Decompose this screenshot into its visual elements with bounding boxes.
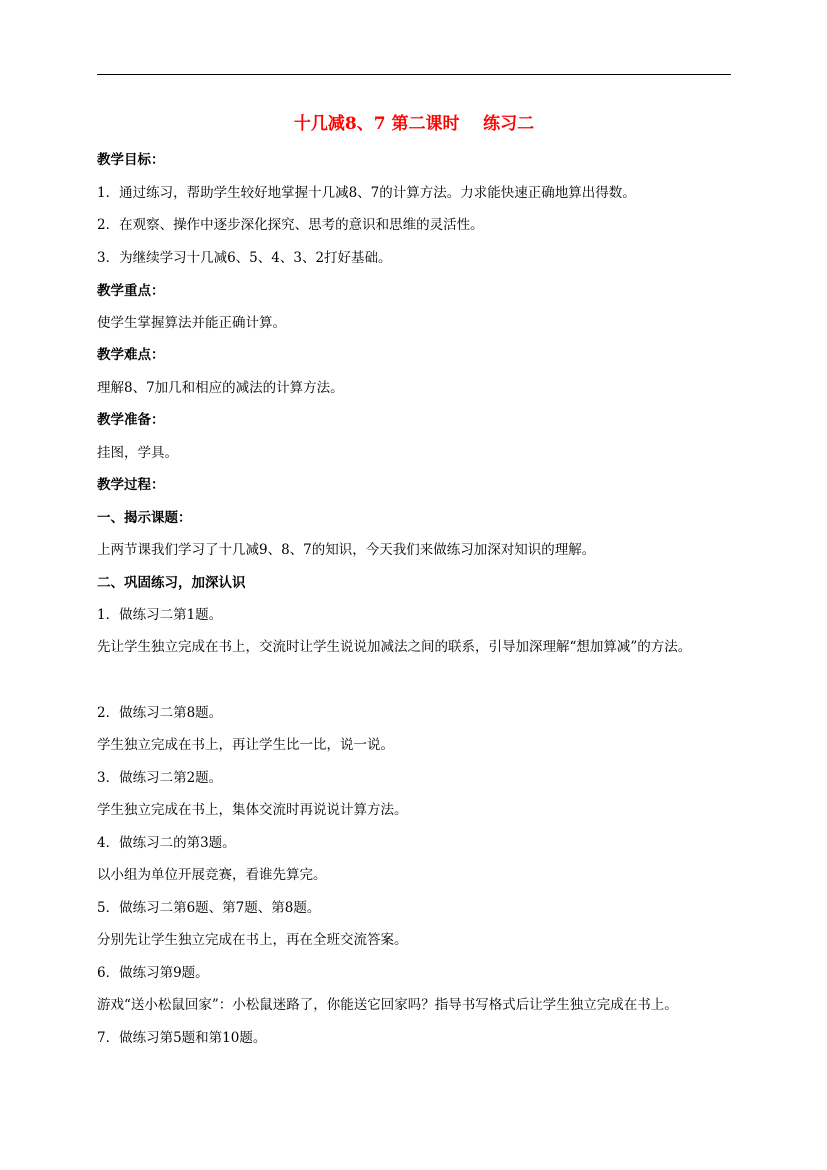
list-item-exercise-3: 3．做练习二第2题。 bbox=[97, 770, 223, 786]
section-heading-difficulties: 教学难点： bbox=[97, 347, 165, 363]
paragraph-exercise-3: 学生独立完成在书上，集体交流时再说说计算方法。 bbox=[97, 802, 408, 818]
section-heading-preparation: 教学准备： bbox=[97, 412, 165, 428]
paragraph-difficulties: 理解8、7加几和相应的减法的计算方法。 bbox=[97, 380, 344, 396]
subsection-heading-1: 一、揭示课题： bbox=[97, 510, 192, 526]
subsection-heading-2: 二、巩固练习，加深认识 bbox=[97, 575, 246, 591]
paragraph-intro: 上两节课我们学习了十几减9、8、7的知识，今天我们来做练习加深对知识的理解。 bbox=[97, 542, 596, 558]
paragraph-exercise-5: 分别先让学生独立完成在书上，再在全班交流答案。 bbox=[97, 932, 408, 948]
paragraph-exercise-2: 学生独立完成在书上，再让学生比一比，说一说。 bbox=[97, 737, 394, 753]
list-item-exercise-6: 6．做练习第9题。 bbox=[97, 965, 209, 981]
document-title: 十几减8、7 第二课时 练习二 bbox=[293, 114, 535, 134]
list-item-exercise-4: 4．做练习二的第3题。 bbox=[97, 835, 236, 851]
list-item-exercise-2: 2．做练习二第8题。 bbox=[97, 705, 223, 721]
paragraph-exercise-4: 以小组为单位开展竞赛，看谁先算完。 bbox=[97, 867, 327, 883]
header-rule bbox=[97, 74, 731, 75]
section-heading-objectives: 教学目标： bbox=[97, 152, 165, 168]
paragraph-exercise-6: 游戏“送小松鼠回家”：小松鼠迷路了，你能送它回家吗？指导书写格式后让学生独立完成在书上。 bbox=[97, 997, 678, 1013]
section-heading-key-points: 教学重点： bbox=[97, 283, 165, 299]
list-item-exercise-1: 1．做练习二第1题。 bbox=[97, 607, 223, 623]
list-item-exercise-5: 5．做练习二第6题、第7题、第8题。 bbox=[97, 900, 321, 916]
paragraph-key-points: 使学生掌握算法并能正确计算。 bbox=[97, 315, 286, 331]
paragraph-exercise-1: 先让学生独立完成在书上，交流时让学生说说加减法之间的联系，引导加深理解“想加算减”的方法。 bbox=[97, 639, 692, 655]
paragraph-objective-1: 1．通过练习，帮助学生较好地掌握十几减8、7的计算方法。力求能快速正确地算出得数。 bbox=[97, 185, 636, 201]
paragraph-objective-3: 3．为继续学习十几减6、5、4、3、2打好基础。 bbox=[97, 250, 392, 266]
paragraph-objective-2: 2．在观察、操作中逐步深化探究、思考的意识和思维的灵活性。 bbox=[97, 217, 484, 233]
section-heading-process: 教学过程： bbox=[97, 477, 165, 493]
paragraph-preparation: 挂图，学具。 bbox=[97, 445, 178, 461]
list-item-exercise-7: 7．做练习第5题和第10题。 bbox=[97, 1030, 267, 1046]
